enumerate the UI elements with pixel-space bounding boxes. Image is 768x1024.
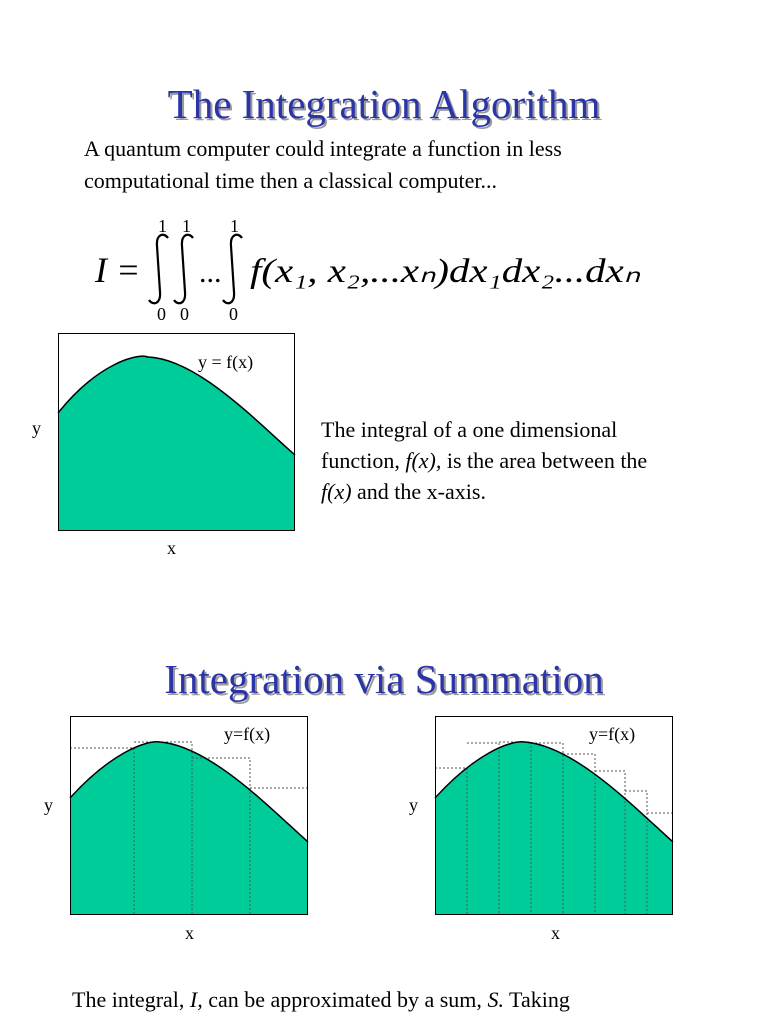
- integral-sign-3: [223, 235, 242, 304]
- x-axis-label-right: x: [551, 923, 560, 943]
- y-axis-label-right: y: [409, 795, 418, 815]
- intro-line-1: A quantum computer could integrate a function in less: [84, 136, 562, 161]
- formula-dots: ...: [199, 256, 222, 289]
- integral-sign-1: [149, 235, 168, 304]
- upper-limit-2: 1: [182, 216, 191, 236]
- slide-title: The Integration Algorithm: [167, 81, 601, 127]
- y-axis-label: y: [32, 418, 41, 438]
- formula-lhs: I =: [95, 250, 141, 290]
- lower-limit-3: 0: [229, 304, 238, 324]
- y-axis-label-left: y: [44, 795, 53, 815]
- area-under-curve: [58, 356, 295, 531]
- explanation-line-3: f(x) and the x-axis.: [321, 479, 486, 504]
- x-axis-label: x: [167, 538, 176, 558]
- explanation-line-1: The integral of a one dimensional: [321, 417, 618, 442]
- lower-limit-2: 0: [180, 304, 189, 324]
- function-graph: [58, 333, 295, 531]
- curve-label: y = f(x): [198, 352, 254, 372]
- slide-title-2: Integration via Summation: [164, 656, 604, 702]
- intro-line-2: computational time then a classical computer...: [84, 168, 497, 193]
- summation-text: The integral, I, can be approximated by a sum, S. Taking: [72, 987, 570, 1012]
- area-under-curve-right: [435, 742, 673, 915]
- integral-formula: [0, 200, 768, 330]
- summation-graph-left: [70, 716, 308, 915]
- lower-limit-1: 0: [157, 304, 166, 324]
- integral-sign-2: [174, 235, 193, 304]
- x-axis-label-left: x: [185, 923, 194, 943]
- upper-limit-3: 1: [230, 216, 239, 236]
- explanation-line-2: function, f(x), is the area between the: [321, 448, 648, 473]
- upper-limit-1: 1: [158, 216, 167, 236]
- formula-integrand: f(x₁, x₂,...xₙ)dx₁dx₂...dxₙ: [250, 253, 641, 290]
- area-under-curve-left: [70, 742, 308, 915]
- summation-graph-right: [435, 716, 673, 915]
- curve-label-left: y=f(x): [224, 724, 271, 744]
- curve-label-right: y=f(x): [589, 724, 636, 744]
